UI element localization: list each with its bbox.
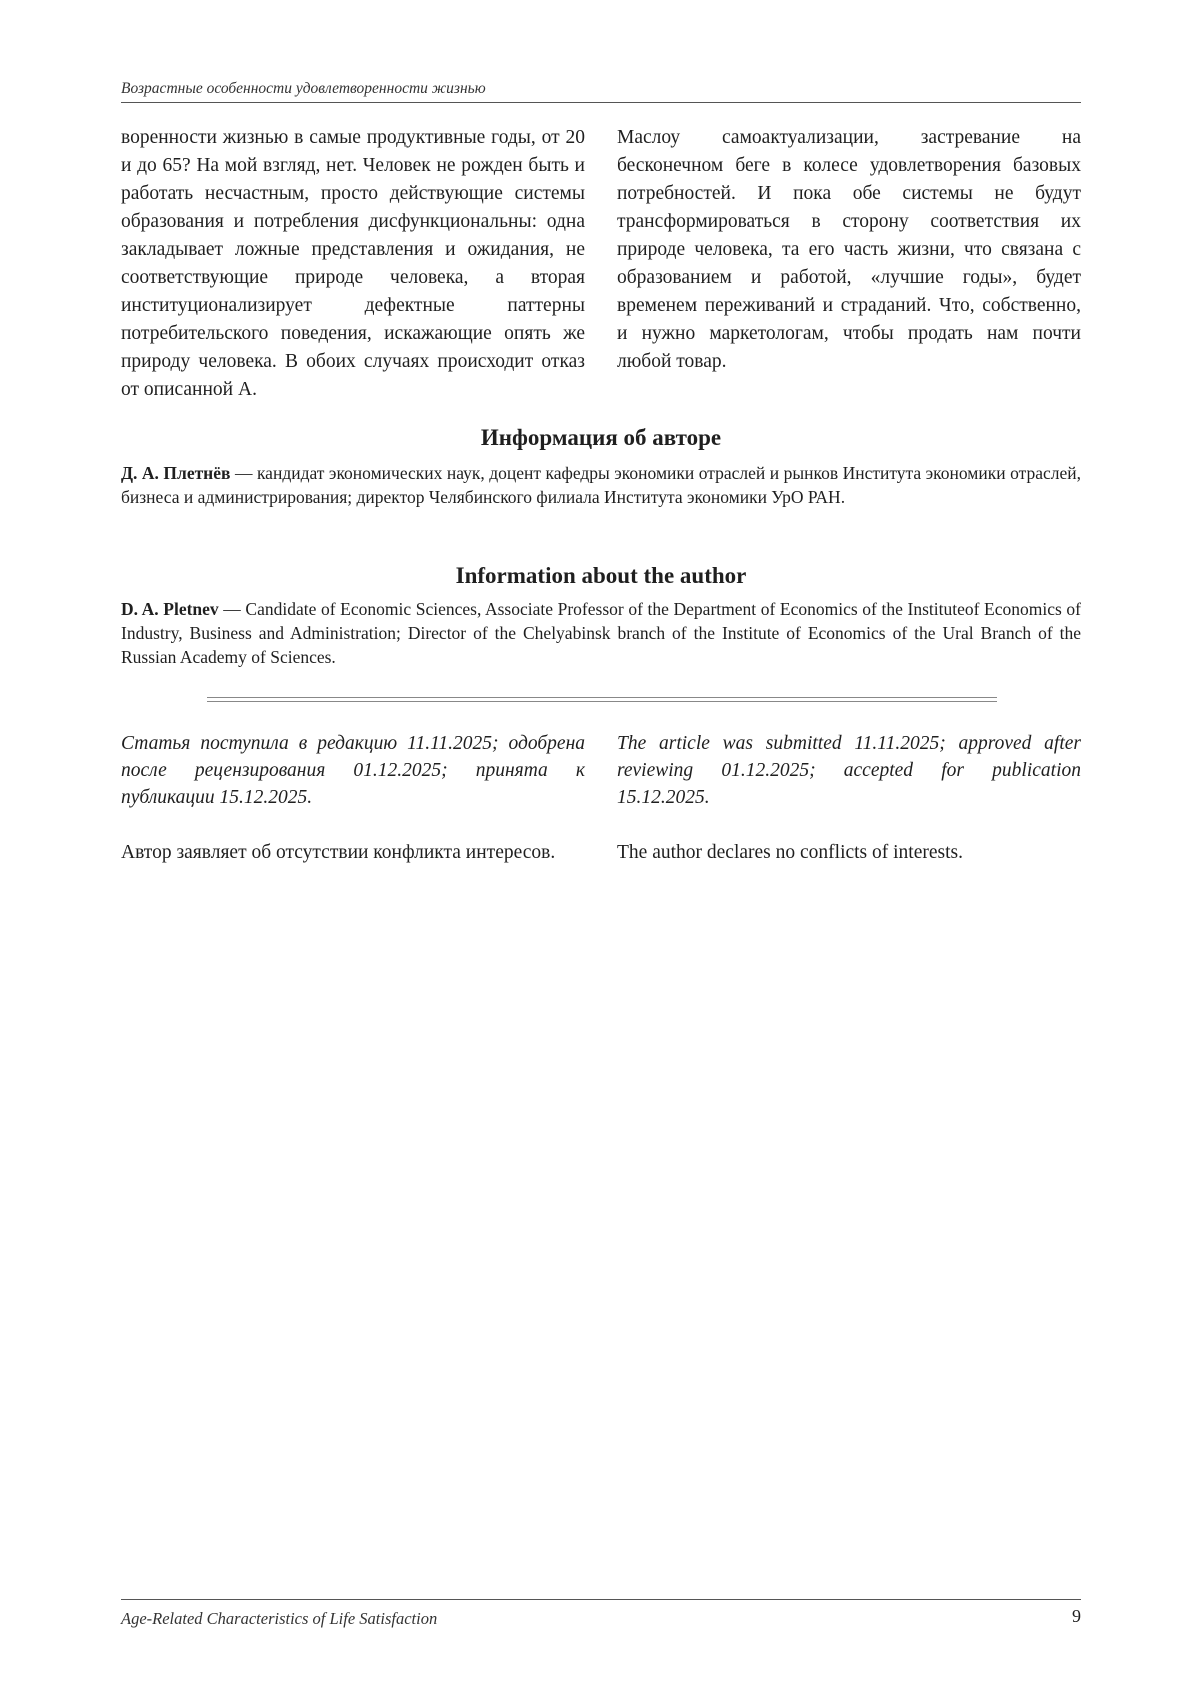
author-info-ru [121,461,1081,509]
body-paragraph-left: воренности жизнью в самые продуктивные годы, от 20 и до 65? На мой взгляд, нет. Человек не рожден быть и работать несчастным, просто действующие системы образования и потребления дисфункциональны: одна закладывает ложные представления и ожидания, не соответствующие природе человека, а вторая институционализирует дефектные паттерны потребительского поведения, искажающие опять же природу человека. В обоих случаях происходит отказ от описанной А. [121,127,585,400]
author-name-ru: Д. А. Плетнёв [121,463,231,483]
page-number: 9 [1072,1606,1081,1626]
author-name-en: D. A. Pletnev [121,599,219,619]
author-bio-en: — Candidate of Economic Sciences, Associate Professor of the Department of Economics of the Instituteof Economics of Industry, Business and Administration; Director of the Chelyabinsk branch of the Institute of Economics of the Ural Branch of the Russian Academy of Sciences. [121,599,1081,667]
conflicts-en: The author declares no conflicts of interests. [617,842,964,863]
section-divider [207,697,997,702]
author-info-heading-en: Information about the author [455,563,747,588]
body-paragraph-right: Маслоу самоактуализации, застревание на бесконечном беге в колесе удовлетворения базовых потребностей. И пока обе системы не будут трансформироваться в сторону соответствия их природе человека, та его часть жизни, что связана с образованием и работой, «лучшие годы», будет временем переживаний и страданий. Что, собственно, и нужно маркетологам, чтобы продать нам почти любой товар. [617,127,1081,372]
running-footer: Age-Related Characteristics of Life Satisfaction [121,1609,438,1628]
header-rule [121,102,1081,103]
author-bio-ru: — кандидат экономических наук, доцент кафедры экономики отраслей и рынков Института экономики отраслей, бизнеса и администрирования; директор Челябинского филиала Института экономики УрО РАН. [121,463,1081,507]
author-info-heading-ru: Информация об авторе [480,425,722,450]
dates-en: The article was submitted 11.11.2025; approved after reviewing 01.12.2025; accepted for publication 15.12.2025. [617,733,1081,808]
footer-rule [121,1599,1081,1600]
dates-ru: Статья поступила в редакцию 11.11.2025; одобрена после рецензирования 01.12.2025; принята к публикации 15.12.2025. [121,733,585,808]
body-column-left [121,124,585,404]
running-header: Возрастные особенности удовлетворенности жизнью [121,80,486,97]
author-info-en [121,597,1081,669]
body-column-right [617,124,1081,376]
conflicts-ru: Автор заявляет об отсутствии конфликта интересов. [121,842,556,863]
